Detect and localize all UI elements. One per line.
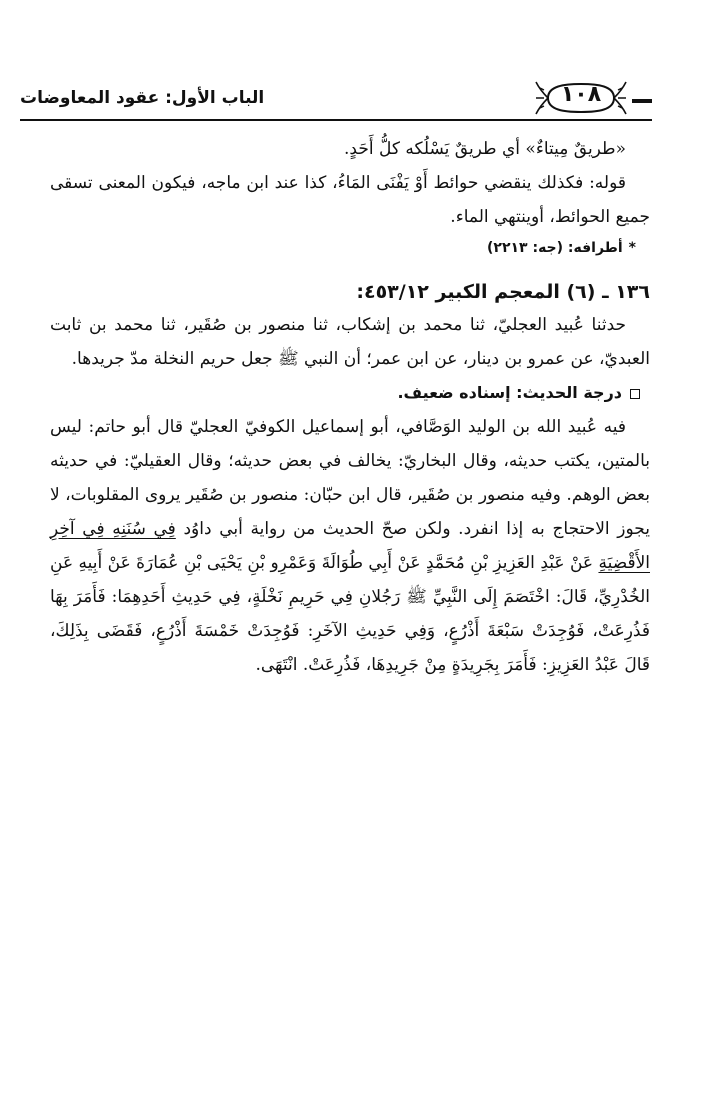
commentary-underlined-source: فِي سُنَنِهِ فِي آخِرِ الأَقْضِيَةِ bbox=[50, 519, 650, 573]
page-body bbox=[50, 132, 650, 682]
running-title: الباب الأول: عقود المعاوضات bbox=[20, 88, 265, 108]
hadith-heading: ١٣٦ ـ (٦) المعجم الكبير ٤٥٣/١٢: bbox=[356, 281, 650, 303]
header-dash bbox=[632, 99, 652, 103]
star-icon: * bbox=[628, 240, 636, 256]
hadith-text: حدثنا عُبيد العجليّ، ثنا محمد بن إشكاب، ثنا منصور بن صُقَير، ثنا محمد بن ثابت العبديّ، عن عمرو بن دينار، عن ابن عمر؛ أن النبي ﷺ جعل حريم النخلة مدّ جريدها. bbox=[50, 315, 650, 369]
square-bullet-icon bbox=[630, 389, 640, 399]
cross-reference bbox=[50, 234, 650, 262]
page-header bbox=[20, 80, 650, 120]
commentary-quote: عَنْ عَبْدِ العَزِيزِ بْنِ مُحَمَّدٍ عَنْ أَبِي طُوَالَةَ وَعَمْرِو بْنِ يَحْيَى بْنِ عُمَارَةَ عَنْ أَبِيهِ عَنِ الخُدْرِيِّ، قَالَ: اخْتَصَمَ إِلَى النَّبِيِّ ﷺ رَجُلانِ فِي حَرِيمِ نَخْلَةٍ، فِي حَدِيثِ أَحَدِهِمَا: فَأَمَرَ بِهَا فَذُرِعَتْ، فَوُجِدَتْ سَبْعَةَ أَذْرُعٍ، وَفِي حَدِيثِ الآخَرِ: فَوُجِدَتْ خَمْسَةَ أَذْرُعٍ، فَقَضَى بِذَلِكَ، قَالَ عَبْدُ العَزِيزِ: فَأَمَرَ بِجَرِيدَةٍ مِنْ جَرِيدِهَا، فَذُرِعَتْ. انْتَهَى. bbox=[50, 553, 650, 675]
paragraph-definition: «طريقٌ مِيتاءٌ» أي طريقٌ يَسْلُكه كلُّ أَحَدٍ. bbox=[344, 139, 626, 159]
page-number-badge bbox=[534, 80, 628, 116]
hadith-grade-text: درجة الحديث: إسناده ضعيف. bbox=[397, 383, 622, 402]
cross-reference-text: أطرافه: (جه: ٢٢١٣) bbox=[487, 240, 623, 256]
paragraph-explanation: قوله: فكذلك ينقضي حوائط أَوْ يَفْنَى المَاءُ، كذا عند ابن ماجه، فيكون المعنى تسقى جميع الحوائط، أوينتهي الماء. bbox=[50, 173, 650, 227]
page-number: ١٠٨ bbox=[560, 82, 602, 107]
hadith-grade bbox=[50, 376, 650, 410]
commentary bbox=[50, 410, 650, 682]
commentary-text: فيه عُبيد الله بن الوليد الوَصَّافي، أبو إسماعيل الكوفيّ العجليّ قال أبو حاتم: ليس بالمتين، يكتب حديثه، وقال البخاريّ: يخالف في بعض حديثه؛ وقال العقيليّ: في حديثه بعض الوهم. وفيه منصور بن صُقَير، قال ابن حبّان: منصور بن صُقَير يروى المقلوبات، لا يجوز الاحتجاج به إذا انفرد. ولكن صحّ الحديث من رواية أبي داوُد bbox=[50, 417, 650, 539]
header-rule bbox=[20, 119, 652, 121]
